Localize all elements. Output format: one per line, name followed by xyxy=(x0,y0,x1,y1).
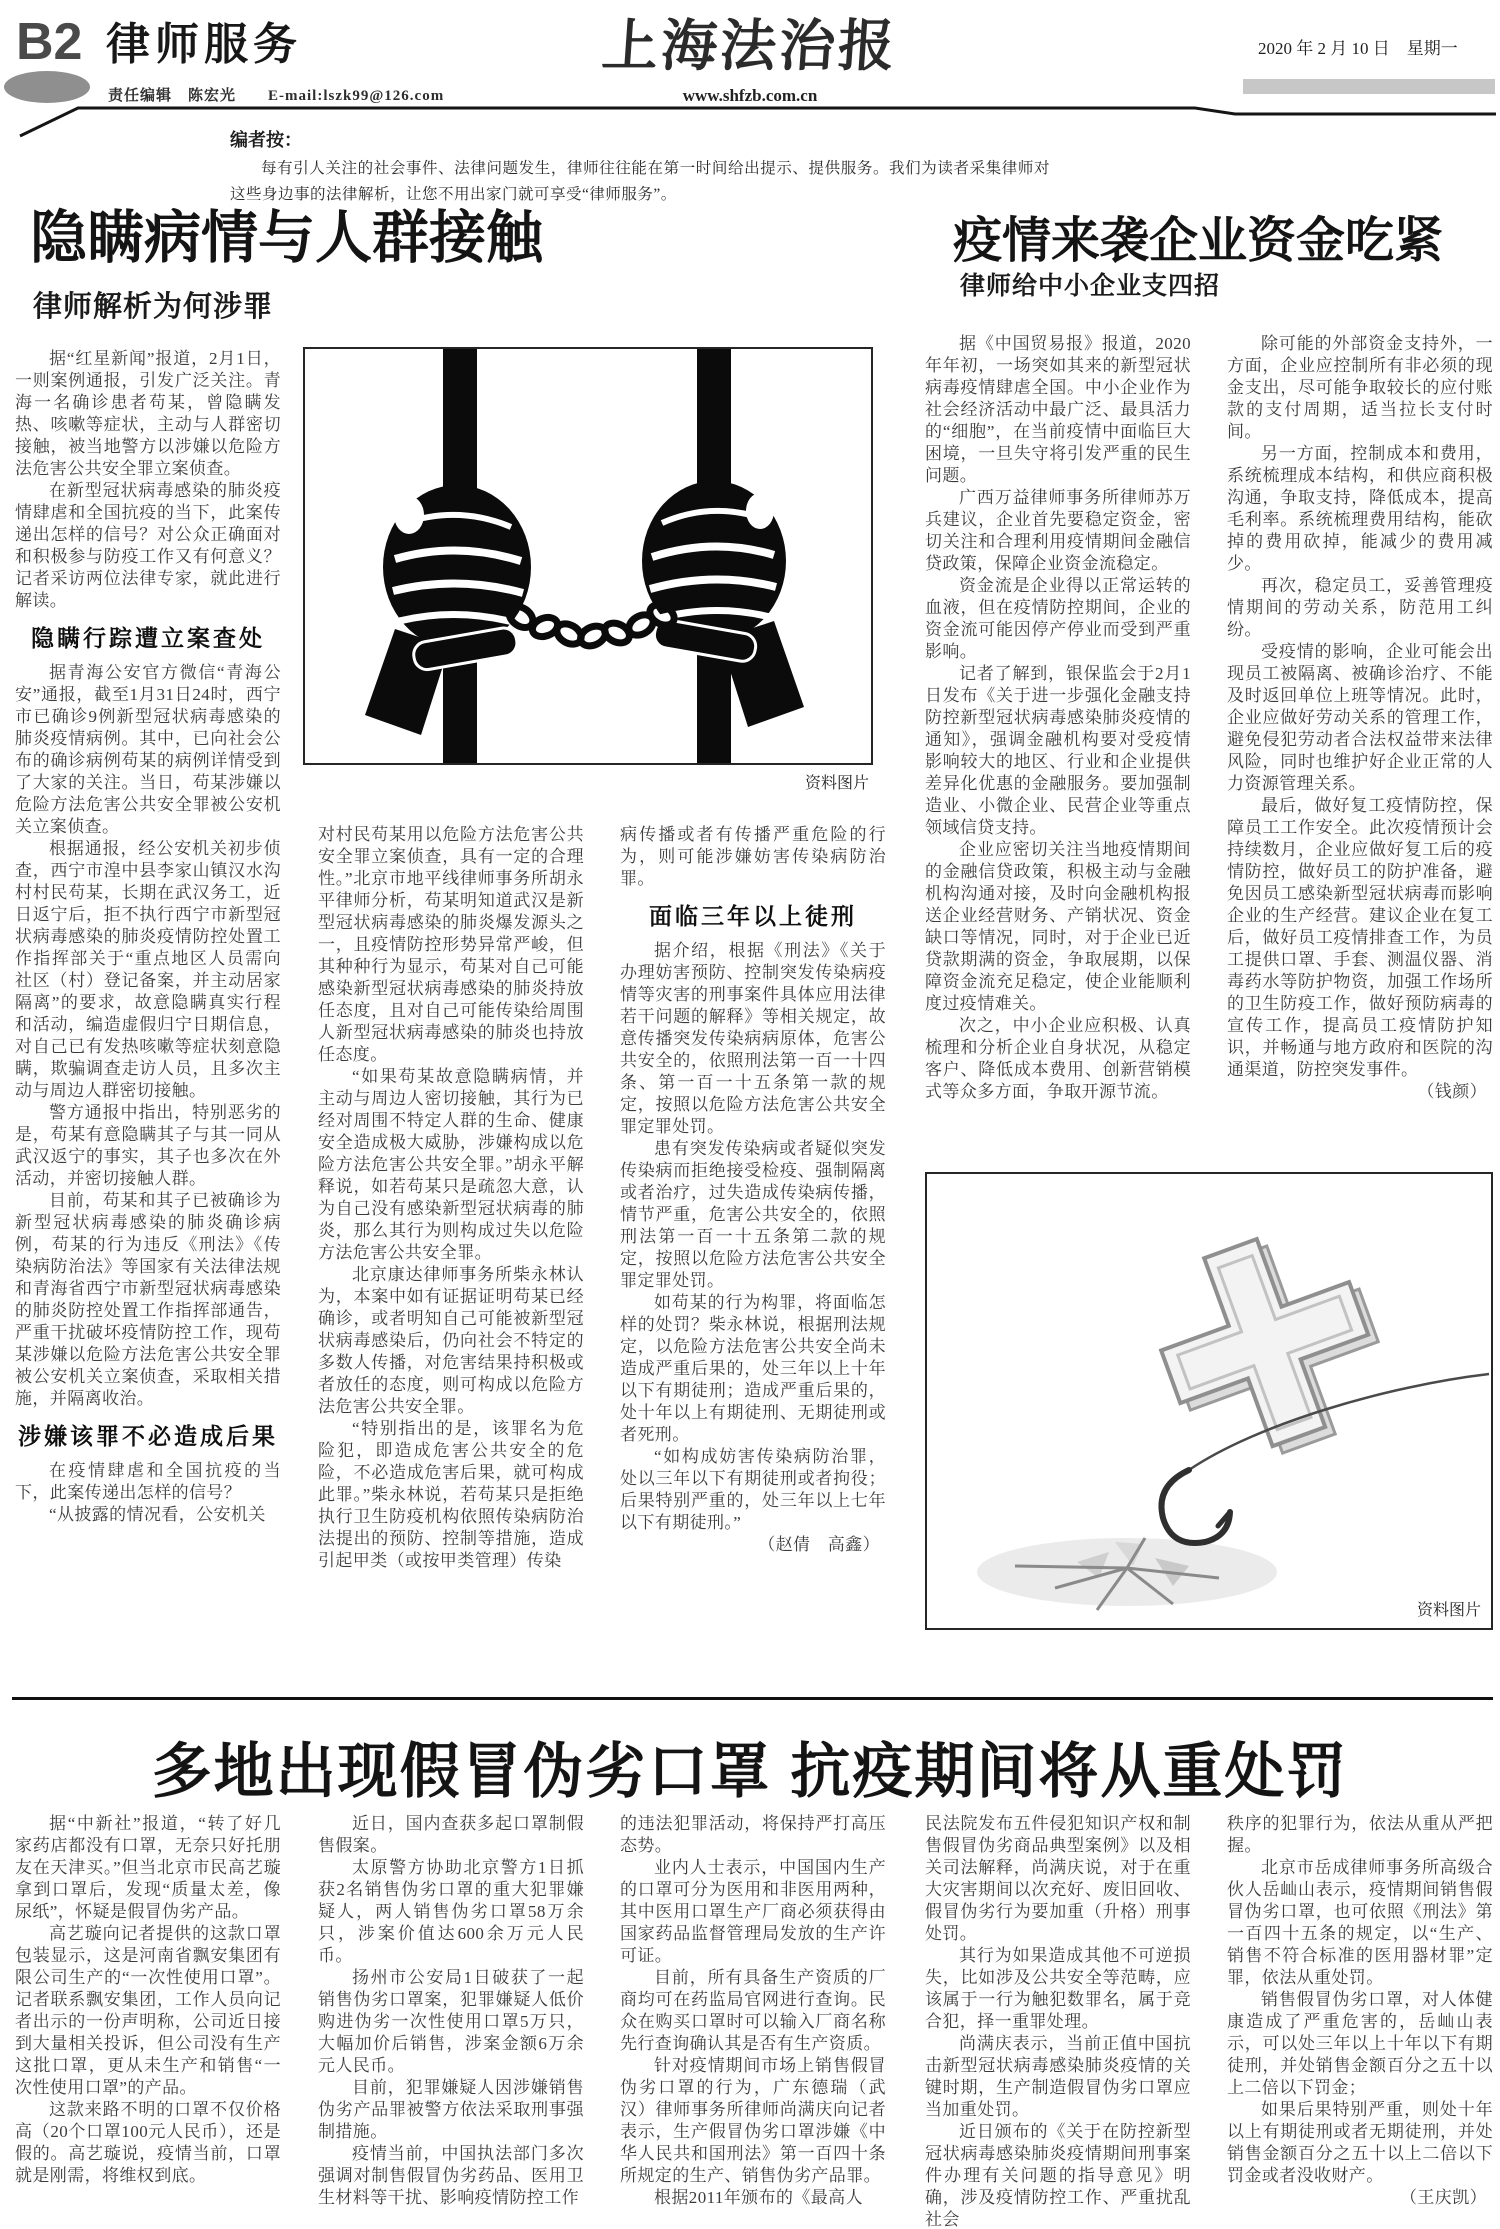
paragraph: 患有突发传染病或者疑似突发传染病而拒绝接受检疫、强制隔离或者治疗，过失造成传染病传播，情节严重，危害公共安全的，依照刑法第一百一十五条第二款的规定，按照以危险方法危害公共安全罪定罪处罚。 xyxy=(620,1139,886,1290)
article2-photo-caption: 资料图片 xyxy=(1416,1602,1481,1619)
paragraph: 广西万益律师事务所律师苏万兵建议，企业首先要稳定资金，密切关注和合理利用疫情期间金融信贷政策，保障企业资金流稳定。 xyxy=(925,488,1191,573)
paragraph: 如果后果特别严重，则处十年以上有期徒刑或者无期徒刑，并处销售金额百分之五十以上二倍以下罚金或者没收财产。 xyxy=(1227,2100,1493,2185)
paragraph: 根据2011年颁布的《最高人 xyxy=(654,2188,863,2207)
paragraph: 在疫情肆虐和全国抗疫的当下，此案传递出怎样的信号？ xyxy=(15,1461,281,1502)
paragraph: 目前，苟某和其子已被确诊为新型冠状病毒感染的肺炎确诊病例，苟某的行为违反《刑法》《传染病防治法》等国家有关法律法规和青海省西宁市新型冠状病毒感染的肺炎防控处置工作指挥部通告，严重干扰破坏疫情防控工作，现苟某涉嫌以危险方法危害公共安全罪被公安机关立案侦查，采取相关措施，并隔离收治。 xyxy=(15,1191,281,1408)
masthead-title: 上海法治报 xyxy=(599,16,900,78)
paragraph: 除可能的外部资金支持外，一方面，企业应控制所有非必须的现金支出，尽可能争取较长的应付账款的支付周期，适当拉长支付时间。 xyxy=(1227,334,1493,441)
byline: （王庆凯） xyxy=(1400,2188,1487,2207)
byline: （钱颜） xyxy=(1417,1082,1487,1101)
paragraph: 秩序的犯罪行为，依法从重从严把握。 xyxy=(1227,1814,1493,1855)
masthead-website: www.shfzb.com.cn xyxy=(682,86,818,105)
paragraph: “如构成妨害传染病防治罪，处以三年以下有期徒刑或者拘役；后果特别严重的，处三年以上七年以下有期徒刑。” xyxy=(620,1447,886,1532)
article3-headline: 多地出现假冒伪劣口罩 抗疫期间将从重处罚 xyxy=(151,1738,1349,1805)
paragraph: 据青海公安官方微信“青海公安”通报，截至1月31日24时，西宁市已确诊9例新型冠状病毒感染的肺炎疫情病例。其中，已向社会公布的确诊病例苟某的病例详情受到了大家的关注。当日，苟某涉嫌以危险方法危害公共安全罪被公安机关立案侦查。 xyxy=(15,663,281,836)
paragraph: 疫情当前，中国执法部门多次强调对制售假冒伪劣药品、医用卫生材料等干扰、影响疫情防控工作 xyxy=(318,2144,584,2207)
paragraph: 警方通报中指出，特别恶劣的是，苟某有意隐瞒其子与其一同从武汉返宁的事实，其子也多次在外活动，并密切接触人群。 xyxy=(15,1103,281,1188)
byline: （赵倩 高鑫） xyxy=(758,1535,880,1554)
article1-column-1 xyxy=(15,348,281,1666)
paragraph: 据介绍，根据《刑法》《关于办理妨害预防、控制突发传染病疫情等灾害的刑事案件具体应用法律若干问题的解释》等相关规定，故意传播突发传染病病原体，危害公共安全的，依照刑法第一百一十四条、第一百一十五条第一款的规定，按照以危险方法危害公共安全罪定罪处罚。 xyxy=(620,941,886,1136)
column-subhead: 面临三年以上徒刑 xyxy=(649,903,857,929)
paragraph: 这款来路不明的口罩不仅价格高（20个口罩100元人民币），还是假的。高艺璇说，疫情当前，口罩就是刚需，将维权到底。 xyxy=(15,2100,281,2185)
paragraph: 资金流是企业得以正常运转的血液，但在疫情防控期间，企业的资金流可能因停产停业而受到严重影响。 xyxy=(925,576,1191,661)
paragraph: 目前，所有具备生产资质的厂商均可在药监局官网进行查询。民众在购买口罩时可以输入厂商名称先行查询确认其是否有生产资质。 xyxy=(620,1968,886,2053)
section-title: 律师服务 xyxy=(106,20,302,69)
editor-note-label: 编者按： xyxy=(230,130,302,150)
article1-photo xyxy=(303,347,873,765)
article1-photo-caption: 资料图片 xyxy=(804,775,869,792)
paragraph: 企业应密切关注当地疫情期间的金融信贷政策，积极主动与金融机构沟通对接，及时向金融机构报送企业经营财务、产销状况、资金缺口等情况，同时，对于企业已近贷款期满的资金，争取展期，以保障资金流充足稳定，使企业能顺利度过疫情难关。 xyxy=(925,840,1191,1013)
paragraph: 高艺璇向记者提供的这款口罩包装显示，这是河南省飘安集团有限公司生产的“一次性使用口罩”。记者联系飘安集团，工作人员向记者出示的一份声明称，公司近日接到大量相关投诉，但公司没有生产这批口罩，更从未生产和销售“一次性使用口罩”的产品。 xyxy=(15,1924,281,2097)
paragraph: 北京市岳成律师事务所高级合伙人岳屾山表示，疫情期间销售假冒伪劣口罩，也可依照《刑法》第一百四十五条的规定，以“生产、销售不符合标准的医用器材罪”定罪，依法从重处罚。 xyxy=(1227,1858,1493,1987)
paragraph: 尚满庆表示，当前正值中国抗击新型冠状病毒感染肺炎疫情的关键时期，生产制造假冒伪劣口罩应当加重处罚。 xyxy=(925,2034,1191,2119)
article3-column-2 xyxy=(318,1813,584,2229)
article1-column-2 xyxy=(318,824,584,1670)
article3-column-4 xyxy=(925,1813,1191,2229)
article3-column-1 xyxy=(15,1813,281,2229)
article1-column-3 xyxy=(620,824,886,1670)
paragraph: 业内人士表示，中国国内生产的口罩可分为医用和非医用两种，其中医用口罩生产厂商必须获得由国家药品监督管理局发放的生产许可证。 xyxy=(620,1858,886,1965)
article2-column-2 xyxy=(1227,333,1493,1165)
article1-headline: 隐瞒病情与人群接触 xyxy=(30,206,543,270)
handcuffs-illustration xyxy=(305,349,871,763)
editor-note-text: 每有引人关注的社会事件、法律问题发生，律师往往能在第一时间给出提示、提供服务。我们为读者采集律师对这些身边事的法律解析，让您不用出家门就可享受“律师服务”。 xyxy=(230,160,1050,203)
paragraph: 北京康达律师事务所柴永林认为，本案中如有证据证明苟某已经确诊，或者明知自己可能被新型冠状病毒感染后，仍向社会不特定的多数人传播，对危害结果持积极或者放任的态度，则可构成以危险方法危害公共安全罪。 xyxy=(318,1265,584,1416)
section-divider xyxy=(12,1697,1493,1700)
medical-cross-illustration xyxy=(927,1174,1491,1628)
article3-column-3 xyxy=(620,1813,886,2229)
paragraph: 销售假冒伪劣口罩，对人体健康造成了严重危害的，岳屾山表示，可以处三年以上十年以下有期徒刑，并处销售金额百分之五十以上二倍以下罚金； xyxy=(1227,1990,1493,2097)
issue-date: 2020 年 2 月 10 日 星期一 xyxy=(1258,39,1458,58)
edition-badge: B2 xyxy=(16,13,83,71)
paragraph: 目前，犯罪嫌疑人因涉嫌销售伪劣产品罪被警方依法采取刑事强制措施。 xyxy=(318,2078,584,2141)
paragraph: 近日，国内查获多起口罩制假售假案。 xyxy=(318,1814,584,1855)
paragraph: 民法院发布五件侵犯知识产权和制售假冒伪劣商品典型案例》以及相关司法解释，尚满庆说，对于在重大灾害期间以次充好、废旧回收、假冒伪劣行为要加重（升格）刑事处罚。 xyxy=(925,1814,1191,1943)
paragraph: 据“红星新闻”报道，2月1日，一则案例通报，引发广泛关注。青海一名确诊患者苟某，曾隐瞒发热、咳嗽等症状，主动与人群密切接触，被当地警方以涉嫌以危险方法危害公共安全罪立案侦查。 xyxy=(15,349,281,478)
column-subhead: 涉嫌该罪不必造成后果 xyxy=(18,1423,278,1449)
paragraph: 据“中新社”报道，“转了好几家药店都没有口罩，无奈只好托朋友在天津买。”但当北京市民高艺璇拿到口罩后，发现“质量太差，像尿纸”，怀疑是假冒伪劣产品。 xyxy=(15,1814,281,1921)
paragraph: 另一方面，控制成本和费用，系统梳理成本结构，和供应商积极沟通，争取支持，降低成本，提高毛利率。系统梳理费用结构，能砍掉的费用砍掉，能减少的费用减少。 xyxy=(1227,444,1493,573)
column-subhead: 隐瞒行踪遭立案查处 xyxy=(31,625,265,651)
paragraph: 扬州市公安局1日破获了一起销售伪劣口罩案，犯罪嫌疑人低价购进伪劣一次性使用口罩5万只，大幅加价后销售，涉案金额6万余元人民币。 xyxy=(318,1968,584,2075)
paragraph: 针对疫情期间市场上销售假冒伪劣口罩的行为，广东德瑞（武汉）律师事务所律师尚满庆向记者表示，生产假冒伪劣口罩涉嫌《中华人民共和国刑法》第一百四十条所规定的生产、销售伪劣产品罪。 xyxy=(620,2056,886,2185)
paragraph: 太原警方协助北京警方1日抓获2名销售伪劣口罩的重大犯罪嫌疑人，两人销售伪劣口罩58万余只，涉案价值达600余万元人民币。 xyxy=(318,1858,584,1965)
paragraph: 最后，做好复工疫情防控，保障员工工作安全。此次疫情预计会持续数月，企业应做好复工后的疫情防控，做好员工的防护准备，避免因员工感染新型冠状病毒而影响企业的生产经营。建议企业在复工后，做好员工疫情排查工作，为员工提供口罩、手套、测温仪器、消毒药水等防护物资，加强工作场所的卫生防疫工作，做好预防病毒的宣传工作，提高员工疫情防护知识，并畅通与地方政府和医院的沟通渠道，防控突发事件。 xyxy=(1227,796,1493,1079)
paragraph: 再次，稳定员工，妥善管理疫情期间的劳动关系，防范用工纠纷。 xyxy=(1227,576,1493,639)
paragraph: 近日颁布的《关于在防控新型冠状病毒感染肺炎疫情期间刑事案件办理有关问题的指导意见》明确，涉及疫情防控工作、严重扰乱社会 xyxy=(925,2122,1191,2229)
paragraph: 如苟某的行为构罪，将面临怎样的处罚？柴永林说，根据刑法规定，以危险方法危害公共安全尚未造成严重后果的，处三年以上十年以下有期徒刑；造成严重后果的，处十年以上有期徒刑、无期徒刑或者死刑。 xyxy=(620,1293,886,1444)
paragraph: “如果苟某故意隐瞒病情，并主动与周边人密切接触，其行为已经对周围不特定人群的生命、健康安全造成极大威胁，涉嫌构成以危险方法危害公共安全罪。”胡永平解释说，如若苟某只是疏忽大意，认为自己没有感染新型冠状病毒的肺炎，那么其行为则构成过失以危险方法危害公共安全罪。 xyxy=(318,1067,584,1262)
paragraph: 的违法犯罪活动，将保持严打高压态势。 xyxy=(620,1814,886,1855)
paragraph: 记者了解到，银保监会于2月1日发布《关于进一步强化金融支持防控新型冠状病毒感染肺炎疫情的通知》，强调金融机构要对受疫情影响较大的地区、行业和企业提供差异化优惠的金融服务。要加强制造业、小微企业、民营企业等重点领域信贷支持。 xyxy=(925,664,1191,837)
paragraph: 其行为如果造成其他不可逆损失，比如涉及公共安全等范畴，应该属于一行为触犯数罪名，属于竞合犯，择一重罪处理。 xyxy=(925,1946,1191,2031)
article2-headline: 疫情来袭企业资金吃紧 xyxy=(953,214,1444,268)
responsible-editor-line: 责任编辑 陈宏光 E-mail:lszk99@126.com xyxy=(108,88,445,104)
paragraph: “特别指出的是，该罪名为危险犯，即造成危害公共安全的危险，不必造成危害后果，就可构成此罪。”柴永林说，若苟某只是拒绝执行卫生防疫机构依照传染病防治法提出的预防、控制等措施，造成引起甲类（或按甲类管理）传染 xyxy=(318,1419,584,1570)
article3-column-5 xyxy=(1227,1813,1493,2229)
paragraph: 对村民苟某用以危险方法危害公共安全罪立案侦查，具有一定的合理性。”北京市地平线律师事务所胡永平律师分析，苟某明知道武汉是新型冠状病毒感染的肺炎爆发源头之一，且疫情防控形势异常严峻，但其种种行为显示，苟某对自己可能感染新型冠状病毒感染的肺炎持放任态度，且对自己可能传染给周围人新型冠状病毒感染的肺炎也持放任态度。 xyxy=(318,825,584,1064)
paragraph: 病传播或者有传播严重危险的行为，则可能涉嫌妨害传染病防治罪。 xyxy=(620,825,886,888)
article2-column-1 xyxy=(925,333,1191,1165)
paragraph: 次之，中小企业应积极、认真梳理和分析企业自身状况，从稳定客户、降低成本费用、创新营销模式等众多方面，争取开源节流。 xyxy=(925,1016,1191,1101)
article1-subhead: 律师解析为何涉罪 xyxy=(33,291,274,323)
article2-photo xyxy=(925,1172,1493,1630)
paragraph: 据《中国贸易报》报道，2020年年初，一场突如其来的新型冠状病毒疫情肆虐全国。中小企业作为社会经济活动中最广泛、最具活力的“细胞”，在当前疫情中面临巨大困境，一旦失守将引发严重的民生问题。 xyxy=(925,334,1191,485)
paragraph: 受疫情的影响，企业可能会出现员工被隔离、被确诊治疗、不能及时返回单位上班等情况。此时，企业应做好劳动关系的管理工作，避免侵犯劳动者合法权益带来法律风险，同时也维护好企业正常的人力资源管理关系。 xyxy=(1227,642,1493,793)
article2-subhead: 律师给中小企业支四招 xyxy=(960,272,1221,300)
paragraph: 根据通报，经公安机关初步侦查，西宁市湟中县李家山镇汉水沟村村民苟某，长期在武汉务工，近日返宁后，拒不执行西宁市新型冠状病毒感染的肺炎疫情防控处置工作指挥部关于“重点地区人员需向社区（村）登记备案，并主动居家隔离”的要求，故意隐瞒真实行程和活动，编造虚假归宁日期信息，对自己已有发热咳嗽等症状刻意隐瞒，欺骗调查走访人员，且多次主动与周边人群密切接触。 xyxy=(15,839,281,1100)
paragraph: “从披露的情况看，公安机关 xyxy=(49,1505,266,1524)
paragraph: 在新型冠状病毒感染的肺炎疫情肆虐和全国抗疫的当下，此案传递出怎样的信号？对公众正确面对和积极参与防疫工作又有何意义？记者采访两位法律专家，就此进行解读。 xyxy=(15,481,281,610)
